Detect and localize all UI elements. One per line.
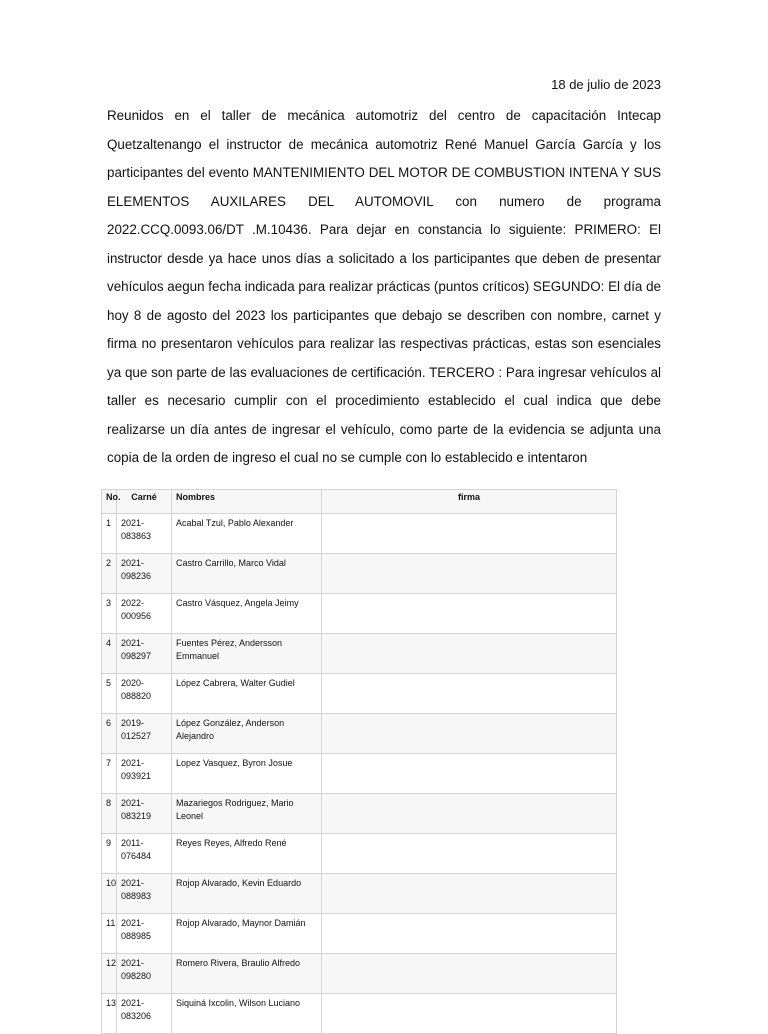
cell-nombre: Castro Carrillo, Marco Vidal	[172, 554, 322, 594]
cell-firma	[322, 994, 617, 1034]
cell-nombre: Siquiná Ixcolin, Wilson Luciano	[172, 994, 322, 1034]
cell-firma	[322, 554, 617, 594]
cell-nombre: Fuentes Pérez, Andersson Emmanuel	[172, 634, 322, 674]
cell-firma	[322, 954, 617, 994]
cell-nombre: Lopez Vasquez, Byron Josue	[172, 754, 322, 794]
cell-firma	[322, 754, 617, 794]
cell-firma	[322, 634, 617, 674]
cell-carne: 2021-098297	[117, 634, 172, 674]
cell-no: 11	[102, 914, 117, 954]
cell-no: 3	[102, 594, 117, 634]
cell-carne: 2021-098280	[117, 954, 172, 994]
cell-no: 5	[102, 674, 117, 714]
cell-firma	[322, 714, 617, 754]
cell-no: 8	[102, 794, 117, 834]
cell-nombre: López Cabrera, Walter Gudiel	[172, 674, 322, 714]
cell-no: 4	[102, 634, 117, 674]
cell-carne: 2021-083863	[117, 514, 172, 554]
cell-no: 12	[102, 954, 117, 994]
document-body-paragraph: Reunidos en el taller de mecánica automotriz del centro de capacitación Intecap Quetzaltenango el instructor de mecánica automotriz René Manuel García García y los participantes del evento MANTENIMIENTO DEL MOTOR DE COMBUSTION INTENA Y SUS ELEMENTOS AUXILARES DEL AUTOMOVIL con numero de programa 2022.CCQ.0093.06/DT .M.10436. Para dejar en constancia lo siguiente: PRIMERO: El instructor desde ya hace unos días a solicitado a los participantes que deben de presentar vehículos aegun fecha indicada para realizar prácticas (puntos críticos) SEGUNDO: El día de hoy 8 de agosto del 2023 los participantes que debajo se describen con nombre, carnet y firma no presentaron vehículos para realizar las respectivas prácticas, estas son esenciales ya que son parte de las evaluaciones de certificación. TERCERO : Para ingresar vehículos al taller es necesario cumplir con el procedimiento establecido el cual indica que debe realizarse un día antes de ingresar el vehículo, como parte de la evidencia se adjunta una copia de la orden de ingreso el cual no se cumple con lo establecido e intentaron	[107, 108, 661, 465]
cell-firma	[322, 674, 617, 714]
table-row	[102, 554, 617, 594]
header-no: No.	[102, 490, 117, 514]
cell-carne: 2021-098236	[117, 554, 172, 594]
cell-carne: 2019-012527	[117, 714, 172, 754]
table-header-row	[102, 490, 617, 514]
cell-nombre: Rojop Alvarado, Kevin Eduardo	[172, 874, 322, 914]
table-row	[102, 994, 617, 1034]
cell-carne: 2020-088820	[117, 674, 172, 714]
cell-no: 6	[102, 714, 117, 754]
table-row	[102, 754, 617, 794]
cell-firma	[322, 914, 617, 954]
cell-no: 10	[102, 874, 117, 914]
table-row	[102, 914, 617, 954]
cell-firma	[322, 594, 617, 634]
cell-no: 13	[102, 994, 117, 1034]
cell-no: 1	[102, 514, 117, 554]
cell-firma	[322, 794, 617, 834]
header-carne: Carné	[117, 490, 172, 514]
cell-nombre: Rojop Alvarado, Maynor Damián	[172, 914, 322, 954]
cell-no: 7	[102, 754, 117, 794]
cell-firma	[322, 514, 617, 554]
table-row	[102, 834, 617, 874]
cell-firma	[322, 834, 617, 874]
document-date: 18 de julio de 2023	[551, 77, 661, 92]
cell-nombre: Acabal Tzul, Pablo Alexander	[172, 514, 322, 554]
participants-table	[101, 489, 617, 1034]
cell-carne: 2021-093921	[117, 754, 172, 794]
cell-nombre: Castro Vásquez, Angela Jeimy	[172, 594, 322, 634]
header-firma: firma	[322, 490, 617, 514]
table-row	[102, 514, 617, 554]
cell-carne: 2022-000956	[117, 594, 172, 634]
table-body	[102, 514, 617, 1034]
cell-carne: 2021-083206	[117, 994, 172, 1034]
table-row	[102, 634, 617, 674]
header-nombres: Nombres	[172, 490, 322, 514]
cell-firma	[322, 874, 617, 914]
cell-no: 2	[102, 554, 117, 594]
cell-carne: 2021-088983	[117, 874, 172, 914]
cell-nombre: López González, Anderson Alejandro	[172, 714, 322, 754]
table-row	[102, 954, 617, 994]
table-row	[102, 794, 617, 834]
table-row	[102, 714, 617, 754]
cell-carne: 2011-076484	[117, 834, 172, 874]
cell-carne: 2021-083219	[117, 794, 172, 834]
table-row	[102, 874, 617, 914]
cell-carne: 2021-088985	[117, 914, 172, 954]
cell-nombre: Reyes Reyes, Alfredo René	[172, 834, 322, 874]
cell-nombre: Romero Rivera, Braulio Alfredo	[172, 954, 322, 994]
cell-nombre: Mazariegos Rodriguez, Mario Leonel	[172, 794, 322, 834]
cell-no: 9	[102, 834, 117, 874]
table-row	[102, 674, 617, 714]
table-row	[102, 594, 617, 634]
